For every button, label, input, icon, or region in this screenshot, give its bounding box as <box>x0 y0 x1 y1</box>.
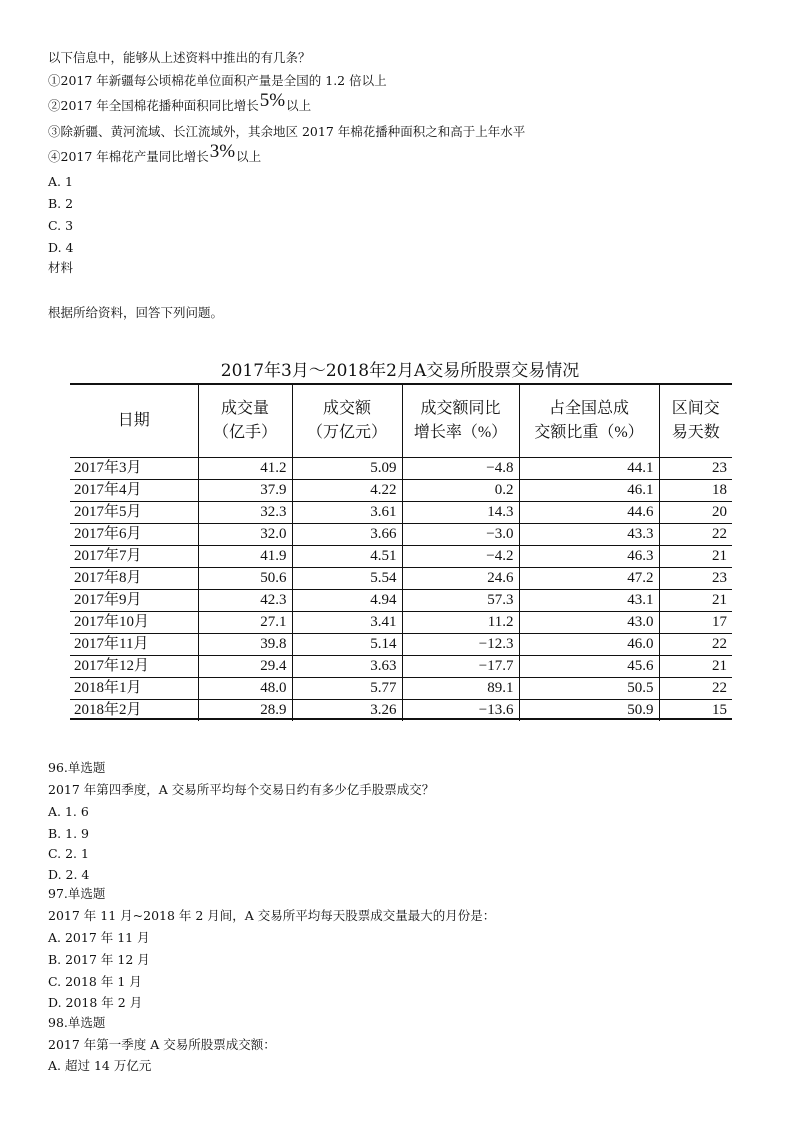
cell-days: 22 <box>659 634 732 656</box>
cell-date: 2017年11月 <box>70 634 198 656</box>
material-label: 材料 <box>48 260 74 275</box>
cell-volume: 32.0 <box>198 524 292 546</box>
cell-turnover: 3.61 <box>292 502 402 524</box>
cell-date: 2018年2月 <box>74 702 142 718</box>
statement-4-suffix: 以上 <box>236 149 262 164</box>
cell-days: 21 <box>659 590 732 612</box>
cell-share: 45.6 <box>519 656 659 678</box>
trading-table <box>70 385 732 721</box>
q96-option-d: D. 2. 4 <box>48 867 90 882</box>
cell-turnover: 4.22 <box>292 480 402 502</box>
header-volume-line2: （亿手） <box>212 424 277 441</box>
cell-growth: −3.0 <box>402 524 519 546</box>
header-date <box>70 385 198 458</box>
option-a: A. 1 <box>48 174 73 189</box>
option-c: C. 3 <box>48 218 74 233</box>
table-row <box>70 612 732 634</box>
cell-growth: −4.8 <box>402 458 519 480</box>
cell-share: 46.0 <box>519 634 659 656</box>
cell-date: 2017年9月 <box>70 590 198 612</box>
cell-growth: 24.6 <box>402 568 519 590</box>
cell-share: 43.3 <box>519 524 659 546</box>
cell-date: 2017年3月 <box>70 458 198 480</box>
cell-growth: −17.7 <box>402 656 519 678</box>
cell-share: 43.1 <box>519 590 659 612</box>
header-share-line2: 交额比重（%） <box>534 424 644 441</box>
cell-growth: −12.3 <box>402 634 519 656</box>
cell-days: 22 <box>659 678 732 700</box>
table-row <box>70 656 732 678</box>
q98-number: 98.单选题 <box>48 1015 106 1030</box>
q97-option-a: A. 2017 年 11 月 <box>48 930 150 945</box>
table-row <box>70 590 732 612</box>
cell-days: 23 <box>659 568 732 590</box>
table-row <box>70 546 732 568</box>
instruction: 根据所给资料，回答下列问题。 <box>48 305 224 320</box>
option-b: B. 2 <box>48 196 74 211</box>
cell-share: 43.0 <box>519 612 659 634</box>
cell-volume: 42.3 <box>198 590 292 612</box>
statement-2-text: ②2017 年全国棉花播种面积同比增长 <box>48 98 259 113</box>
header-days <box>659 385 732 458</box>
statement-3: ③除新疆、黄河流域、长江流域外，其余地区 2017 年棉花播种面积之和高于上年水平 <box>48 124 526 139</box>
header-share-line1: 占全国总成 <box>548 400 629 417</box>
table-title: 2017年3月～2018年2月A交易所股票交易情况 <box>220 361 580 381</box>
cell-days: 21 <box>659 656 732 678</box>
statement-4-percent: 3% <box>209 141 236 162</box>
question-stem: 以下信息中，能够从上述资料中推出的有几条？ <box>48 50 311 65</box>
q97-option-d: D. 2018 年 2 月 <box>48 995 143 1010</box>
cell-turnover: 5.14 <box>292 634 402 656</box>
cell-date: 2017年6月 <box>70 524 198 546</box>
cell-share: 47.2 <box>519 568 659 590</box>
header-turnover-line2: （万亿元） <box>306 424 387 441</box>
table-row <box>70 480 732 502</box>
cell-share: 50.5 <box>519 678 659 700</box>
cell-date: 2017年10月 <box>70 612 198 634</box>
q97-number: 97.单选题 <box>48 886 106 901</box>
cell-volume: 39.8 <box>198 634 292 656</box>
cell-days: 23 <box>659 458 732 480</box>
cell-turnover: 3.41 <box>292 612 402 634</box>
cell-volume: 29.4 <box>198 656 292 678</box>
cell-days: 22 <box>659 524 732 546</box>
statement-4-text: ④2017 年棉花产量同比增长 <box>48 149 209 164</box>
q98-option-a: A. 超过 14 万亿元 <box>48 1058 152 1073</box>
cell-volume: 48.0 <box>198 678 292 700</box>
header-days-line2: 易天数 <box>671 424 720 441</box>
cell-growth: 14.3 <box>402 502 519 524</box>
cell-turnover: 3.63 <box>292 656 402 678</box>
cell-volume: 27.1 <box>198 612 292 634</box>
table-row <box>70 634 732 656</box>
statement-2-suffix: 以上 <box>286 98 312 113</box>
cell-growth: 11.2 <box>402 612 519 634</box>
cell-share: 50.9 <box>519 700 659 722</box>
statement-4 <box>48 141 262 165</box>
table-row <box>70 568 732 590</box>
cell-days: 15 <box>659 700 732 722</box>
cell-turnover: 5.54 <box>292 568 402 590</box>
cell-share: 44.6 <box>519 502 659 524</box>
header-growth-line1: 成交额同比 <box>420 400 501 417</box>
q97-option-b: B. 2017 年 12 月 <box>48 952 150 967</box>
header-volume <box>198 385 292 458</box>
table-row <box>70 524 732 546</box>
cell-turnover: 5.77 <box>292 678 402 700</box>
q97-option-c: C. 2018 年 1 月 <box>48 974 142 989</box>
q98-text: 2017 年第一季度 A 交易所股票成交额： <box>48 1037 276 1052</box>
cell-volume: 41.2 <box>198 458 292 480</box>
table-row <box>70 502 732 524</box>
cell-turnover: 4.51 <box>292 546 402 568</box>
cell-days: 20 <box>659 502 732 524</box>
table-row <box>70 458 732 480</box>
cell-days: 18 <box>659 480 732 502</box>
cell-volume: 50.6 <box>198 568 292 590</box>
header-growth <box>402 385 519 458</box>
cell-growth: −4.2 <box>402 546 519 568</box>
cell-date: 2017年8月 <box>70 568 198 590</box>
cell-date: 2017年4月 <box>70 480 198 502</box>
header-days-line1: 区间交 <box>671 400 720 417</box>
header-turnover-line1: 成交额 <box>322 400 371 417</box>
cell-date: 2017年12月 <box>70 656 198 678</box>
statement-2 <box>48 90 312 114</box>
q96-number: 96.单选题 <box>48 760 106 775</box>
cell-volume: 32.3 <box>198 502 292 524</box>
q96-option-c: C. 2. 1 <box>48 846 89 861</box>
table-bottom-rule <box>70 718 732 720</box>
cell-growth: 89.1 <box>402 678 519 700</box>
cell-turnover: 5.09 <box>292 458 402 480</box>
cell-growth: 0.2 <box>402 480 519 502</box>
option-d: D. 4 <box>48 240 74 255</box>
header-volume-line1: 成交量 <box>220 400 269 417</box>
cell-growth: 57.3 <box>402 590 519 612</box>
q96-text: 2017 年第四季度，A 交易所平均每个交易日约有多少亿手股票成交？ <box>48 782 435 797</box>
cell-share: 46.3 <box>519 546 659 568</box>
cell-turnover: 3.66 <box>292 524 402 546</box>
statement-2-percent: 5% <box>259 90 286 111</box>
q97-text: 2017 年 11 月~2018 年 2 月间，A 交易所平均每天股票成交量最大的月份是： <box>48 908 496 923</box>
cell-turnover: 4.94 <box>292 590 402 612</box>
table-row <box>70 678 732 700</box>
cell-days: 17 <box>659 612 732 634</box>
q96-option-a: A. 1. 6 <box>48 804 89 819</box>
header-share <box>519 385 659 458</box>
cell-volume: 41.9 <box>198 546 292 568</box>
table-header-row <box>70 385 732 458</box>
cell-volume: 37.9 <box>198 480 292 502</box>
cell-growth: −13.6 <box>402 700 519 722</box>
q96-option-b: B. 1. 9 <box>48 826 89 841</box>
header-growth-line2: 增长率（%） <box>413 424 508 441</box>
cell-days: 21 <box>659 546 732 568</box>
cell-turnover: 3.26 <box>292 700 402 722</box>
header-turnover <box>292 385 402 458</box>
cell-share: 44.1 <box>519 458 659 480</box>
cell-volume: 28.9 <box>198 700 292 722</box>
cell-share: 46.1 <box>519 480 659 502</box>
cell-date: 2017年7月 <box>70 546 198 568</box>
header-date-label: 日期 <box>117 412 150 429</box>
cell-date: 2017年5月 <box>70 502 198 524</box>
cell-date: 2018年1月 <box>70 678 198 700</box>
statement-1: ①2017 年新疆每公顷棉花单位面积产量是全国的 1.2 倍以上 <box>48 73 387 88</box>
